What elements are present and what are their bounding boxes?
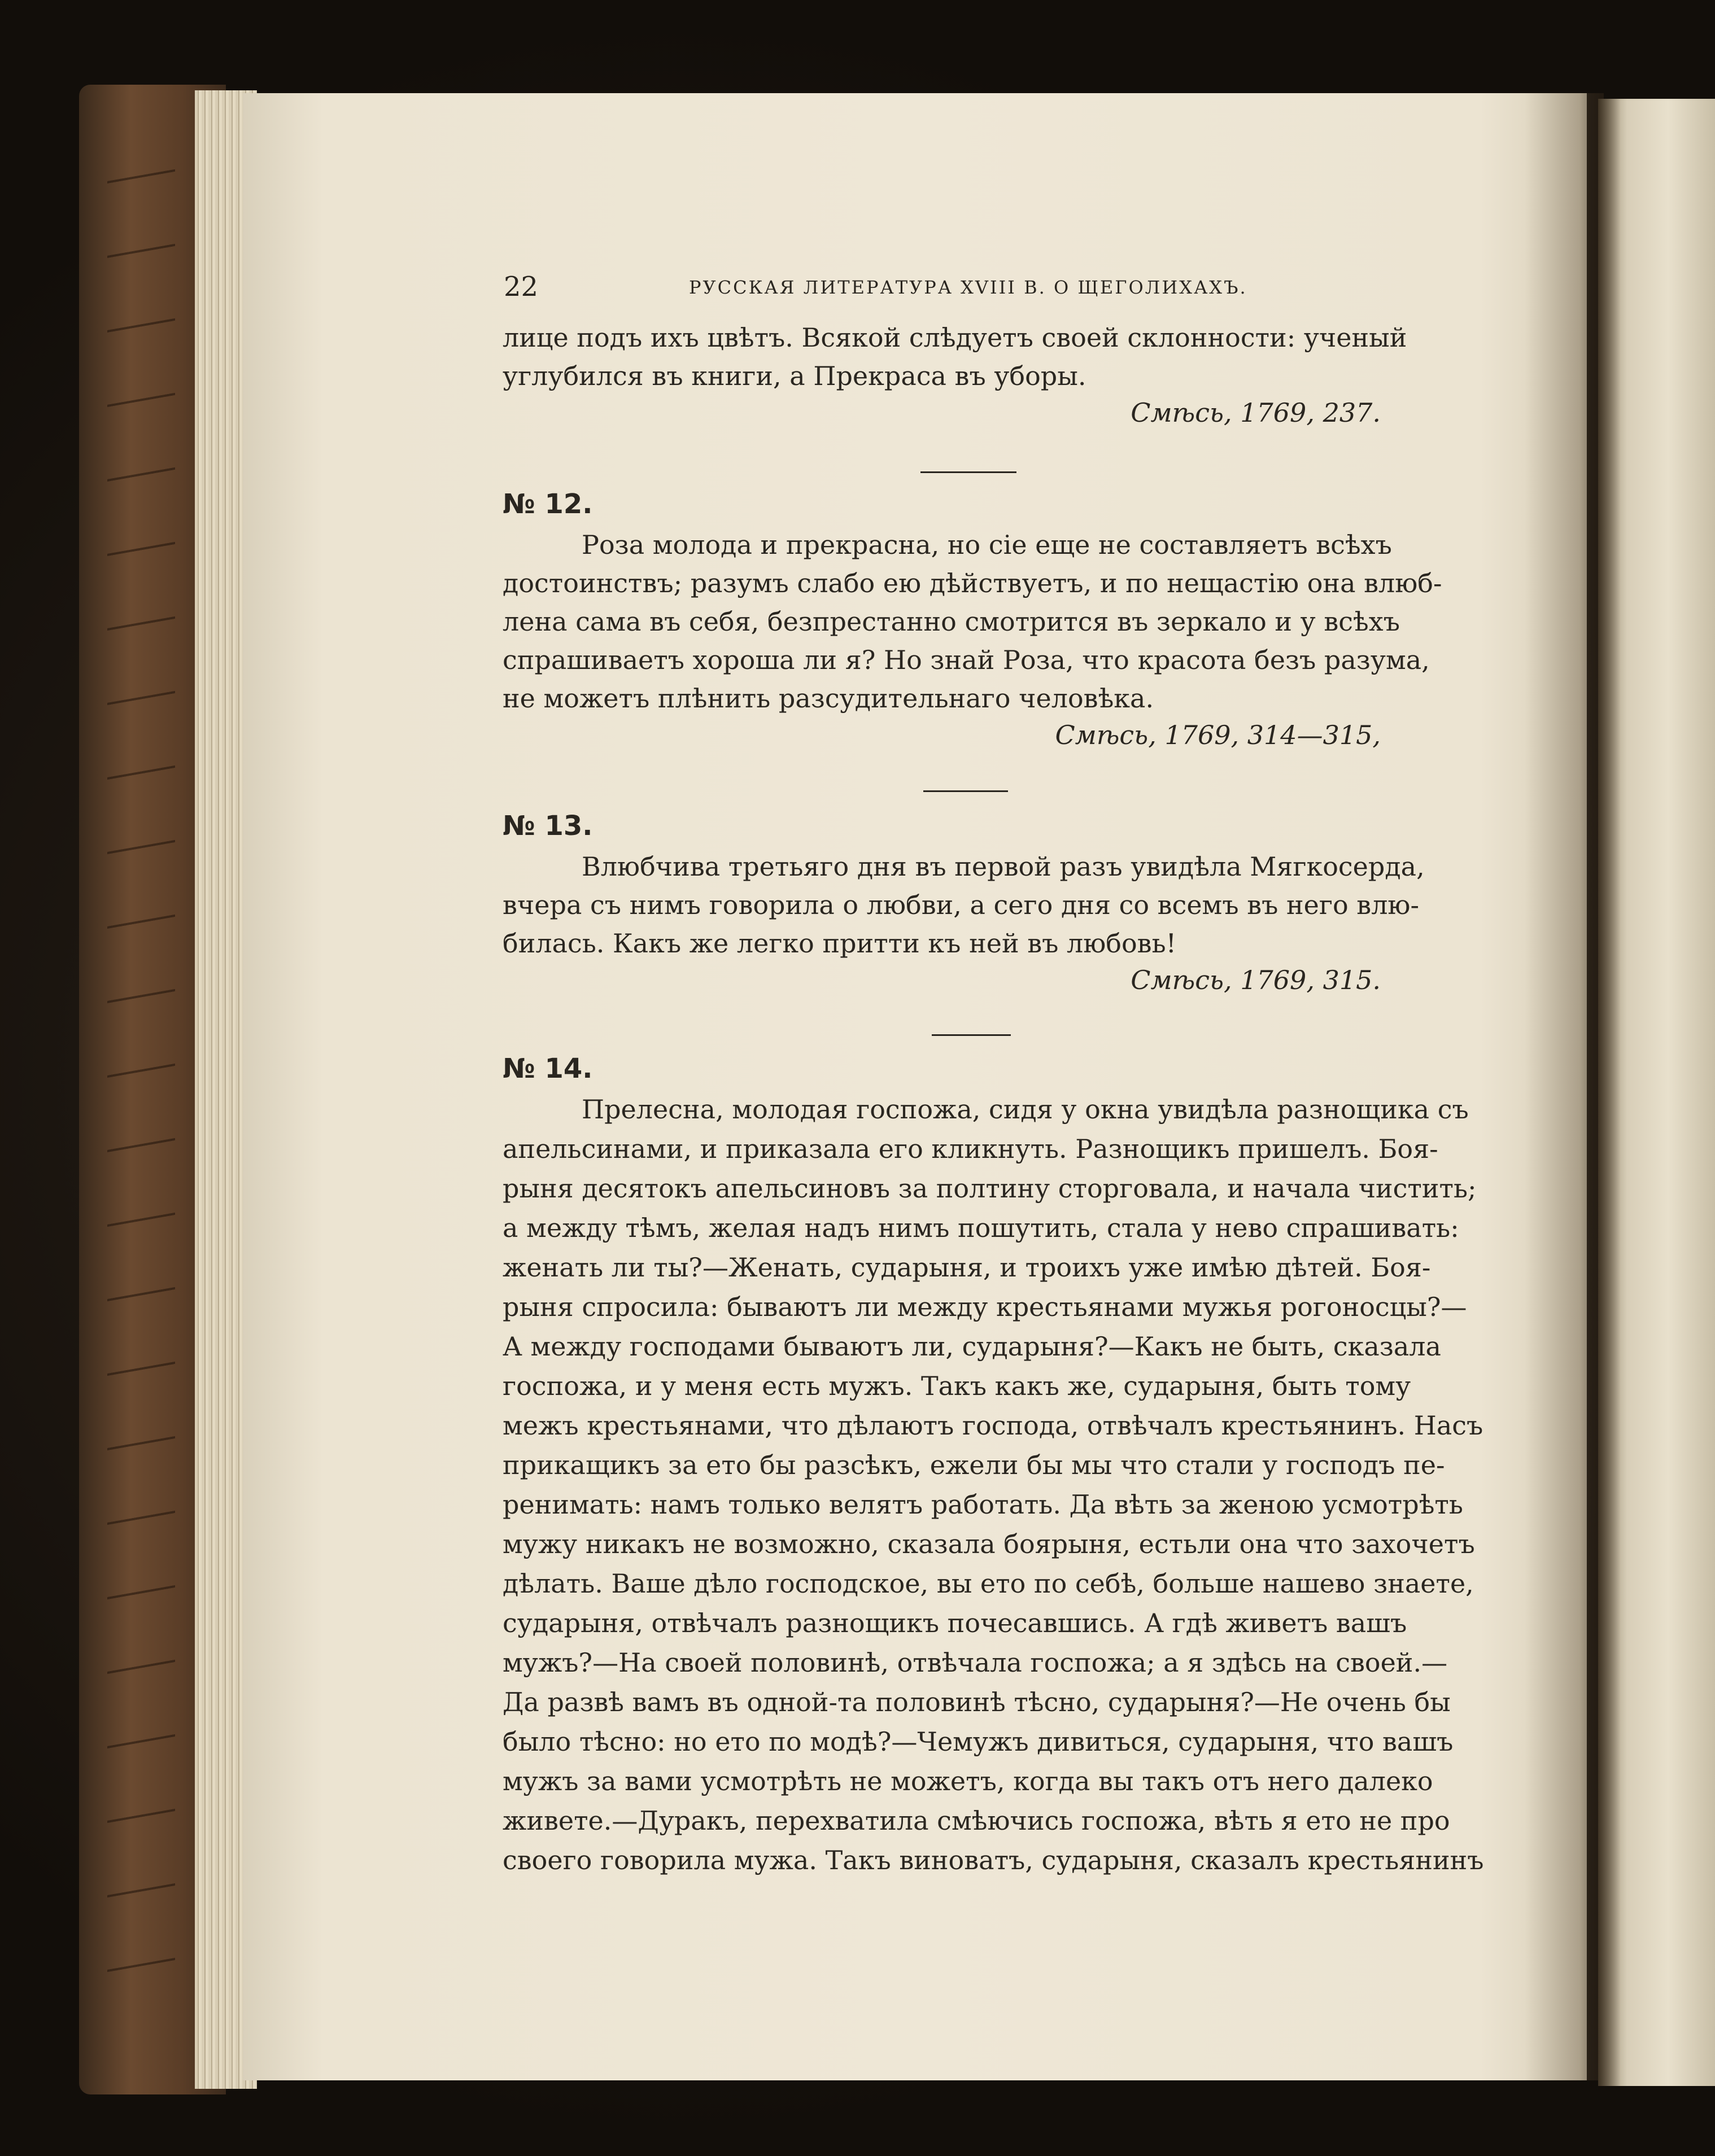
text-line: а между тѣмъ, желая надъ нимъ пошутить, стала у нево спрашивать: [503,1213,1459,1243]
text-line: рыня десятокъ апельсиновъ за полтину сторговала, и начала чистить; [503,1173,1477,1204]
text-line: межъ крестьянами, что дѣлаютъ господа, отвѣчалъ крестьянинъ. Насъ [503,1410,1483,1441]
running-title: РУССКАЯ ЛИТЕРАТУРА XVIII В. О ЩЕГОЛИХАХЪ. [689,277,1247,298]
text-line: Роза молода и прекрасна, но сіе еще не составляетъ всѣхъ [582,530,1392,560]
text-line: А между господами бываютъ ли, сударыня?—Какъ не быть, сказала [503,1331,1441,1362]
running-head [503,271,1381,311]
text-line: дѣлать. Ваше дѣло господское, вы ето по себѣ, больше нашево знаете, [503,1568,1474,1599]
source-citation: Смѣсь, 1769, 314—315, [1055,720,1381,750]
text-line: апельсинами, и приказала его кликнуть. Разнощикъ пришелъ. Боя- [503,1134,1438,1164]
section-rule [920,471,1016,473]
text-line: сударыня, отвѣчалъ разнощикъ почесавшись. А гдѣ живетъ вашъ [503,1608,1407,1638]
text-line: углубился въ книги, а Прекраса въ уборы. [503,361,1086,391]
source-citation: Смѣсь, 1769, 237. [1131,397,1381,428]
text-line: мужу никакъ не возможно, сказала боярыня, естьли она что захочетъ [503,1529,1475,1559]
text-line: спрашиваетъ хороша ли я? Но знай Роза, что красота безъ разума, [503,645,1430,675]
text-line: билась. Какъ же легко притти къ ней въ любовь! [503,928,1177,959]
text-line: Прелесна, молодая госпожа, сидя у окна увидѣла разнощика съ [582,1094,1469,1125]
text-line: лице подъ ихъ цвѣтъ. Всякой слѣдуетъ своей склонности: ученый [503,322,1407,353]
text-line: лена сама въ себя, безпрестанно смотрится въ зеркало и у всѣхъ [503,606,1400,637]
page-number: 22 [504,271,539,303]
text-line: своего говорила мужа. Такъ виноватъ, сударыня, сказалъ крестьянинъ [503,1845,1484,1875]
text-line: достоинствъ; разумъ слабо ею дѣйствуетъ, и по нещастію она влюб- [503,568,1442,598]
facing-page-shadow [1598,99,1621,2086]
text-line: Да развѣ вамъ въ одной-та половинѣ тѣсно, сударыня?—Не очень бы [503,1687,1451,1717]
text-line: женать ли ты?—Женать, сударыня, и троихъ уже имѣю дѣтей. Боя- [503,1252,1431,1283]
entry-number: № 12. [503,488,593,520]
source-citation: Смѣсь, 1769, 315. [1131,965,1381,995]
text-line: Влюбчива третьяго дня въ первой разъ увидѣла Мягкосерда, [582,851,1425,882]
text-line: было тѣсно: но ето по модѣ?—Чемужъ дивиться, сударыня, что вашъ [503,1726,1454,1757]
entry-number: № 14. [503,1053,593,1084]
text-line: мужъ за вами усмотрѣть не можетъ, когда вы такъ отъ него далеко [503,1766,1433,1796]
entry-number: № 13. [503,810,593,842]
section-rule [923,790,1008,792]
text-line: мужъ?—На своей половинѣ, отвѣчала госпожа; а я здѣсь на своей.— [503,1647,1448,1678]
text-line: прикащикъ за ето бы разсѣкъ, ежели бы мы что стали у господъ пе- [503,1450,1445,1480]
cover-texture [107,147,175,2010]
text-line: не можетъ плѣнить разсудительнаго человѣка. [503,683,1154,714]
text-line: госпожа, и у меня есть мужъ. Такъ какъ же, сударыня, быть тому [503,1371,1411,1401]
text-line: рыня спросила: бываютъ ли между крестьянами мужья рогоносцы?— [503,1292,1467,1322]
gutter-shadow [1525,93,1604,2080]
text-line: вчера съ нимъ говорила о любви, а сего дня со всемъ въ него влю- [503,890,1420,920]
section-rule [932,1034,1011,1036]
text-line: ренимать: намъ только велятъ работать. Да вѣть за женою усмотрѣть [503,1489,1463,1520]
text-line: живете.—Дуракъ, перехватила смѣючись госпожа, вѣть я ето не про [503,1805,1450,1836]
